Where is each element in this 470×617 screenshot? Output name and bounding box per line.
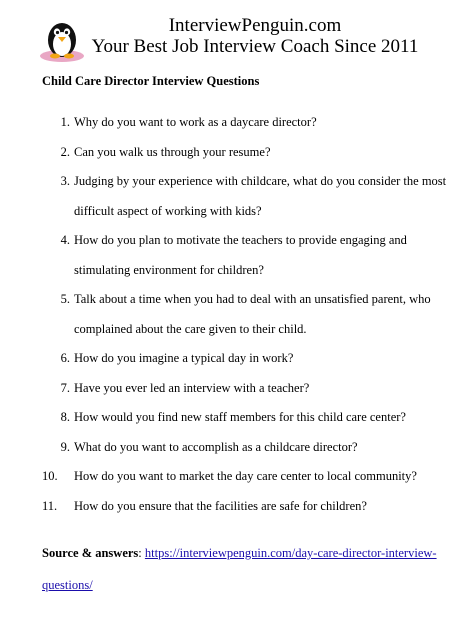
question-number: 8.	[60, 410, 70, 424]
site-tagline: Your Best Job Interview Coach Since 2011	[91, 36, 419, 57]
list-item	[42, 374, 452, 404]
list-item	[42, 433, 452, 463]
site-name: InterviewPenguin.com	[168, 15, 342, 36]
question-text: Why do you want to work as a daycare director?	[74, 115, 317, 129]
list-item	[42, 167, 452, 226]
question-text: Judging by your experience with childcare, what do you consider the most difficult aspect of working with kids?	[74, 174, 447, 218]
list-item	[42, 108, 452, 138]
question-text: How do you ensure that the facilities are safe for children?	[74, 498, 367, 513]
document-title: Child Care Director Interview Questions	[42, 74, 260, 88]
question-text: How do you imagine a typical day in work?	[74, 351, 294, 365]
source-link[interactable]: https://interviewpenguin.com/day-care-director-interview-questions/	[42, 546, 437, 592]
question-number: 4.	[60, 233, 70, 247]
page-header	[0, 12, 470, 64]
list-item	[42, 344, 452, 374]
question-list	[42, 108, 452, 521]
question-text: How would you find new staff members for this child care center?	[74, 410, 406, 424]
question-number: 2.	[60, 144, 70, 159]
question-number: 10.	[42, 469, 58, 483]
list-item	[42, 285, 452, 344]
question-number: 1.	[60, 115, 70, 129]
question-number: 7.	[60, 380, 70, 395]
list-item	[42, 492, 452, 522]
question-number: 9.	[60, 439, 70, 454]
question-number: 5.	[60, 292, 70, 306]
question-text: Can you walk us through your resume?	[74, 144, 271, 159]
question-text: What do you want to accomplish as a childcare director?	[74, 439, 358, 454]
list-item	[42, 403, 452, 433]
source-line	[42, 537, 442, 601]
list-item	[42, 462, 452, 492]
source-label: Source & answers	[42, 546, 139, 560]
source-separator: :	[138, 546, 145, 560]
question-number: 6.	[60, 351, 70, 365]
question-number: 3.	[60, 174, 70, 188]
list-item	[42, 138, 452, 168]
question-text: How do you plan to motivate the teachers to provide engaging and stimulating environment for children?	[74, 233, 407, 277]
list-item	[42, 226, 452, 285]
question-number: 11.	[42, 498, 58, 513]
question-text: Talk about a time when you had to deal with an unsatisfied parent, who complained about the care given to their child.	[74, 292, 431, 336]
question-text: Have you ever led an interview with a teacher?	[74, 380, 310, 395]
question-text: How do you want to market the day care center to local community?	[74, 469, 417, 483]
